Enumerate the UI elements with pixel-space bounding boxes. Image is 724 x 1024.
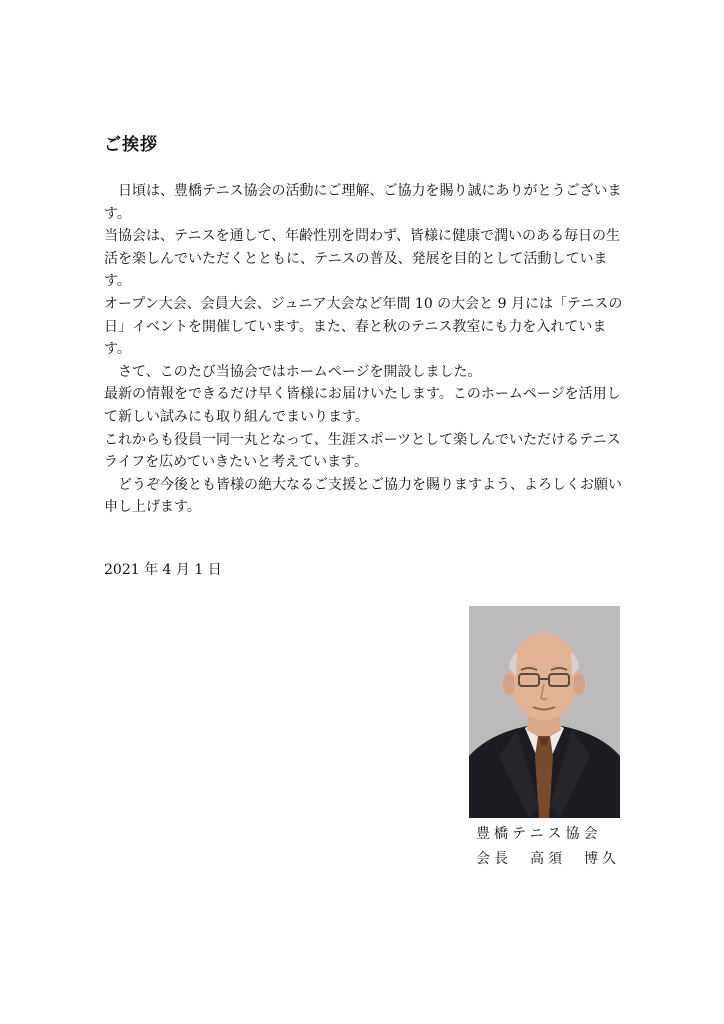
portrait-photo bbox=[469, 606, 620, 818]
paragraph: オープン大会、会員大会、ジュニア大会など年間 10 の大会と 9 月には「テニスの日」イベントを開催しています。また、春と秋のテニス教室にも力を入れています。 bbox=[104, 295, 623, 358]
paragraph: これからも役員一同一丸となって、生涯スポーツとして楽しんでいただけるテニスライフを広めていきたいと考えています。 bbox=[104, 431, 621, 471]
paragraph: 日頃は、豊橋テニス協会の活動にご理解、ご協力を賜り誠にありがとうございます。 bbox=[104, 183, 622, 222]
paragraph: 最新の情報をできるだけ早く皆様にお届けいたします。このホームページを活用して新しい試みにも取り組んでまいります。 bbox=[104, 386, 621, 425]
paragraph: 当協会は、テニスを通して、年齢性別を問わず、皆様に健康で潤いのある毎日の生活を楽しんでいただくとともに、テニスの普及、発展を目的として活動しています。 bbox=[104, 228, 621, 290]
paragraph: さて、このたび当協会ではホームページを開設しました。 bbox=[104, 363, 482, 380]
greeting-body bbox=[104, 180, 624, 519]
paragraph: どうぞ今後とも皆様の絶大なるご支援とご協力を賜りますよう、よろしくお願い申し上げます。 bbox=[104, 476, 622, 516]
signature-organization: 豊橋テニス協会 bbox=[476, 826, 602, 842]
signature-name: 会長 高須 博久 bbox=[476, 851, 620, 867]
page-title: ご挨拶 bbox=[104, 135, 158, 155]
date: 2021 年 4 月 1 日 bbox=[104, 562, 222, 578]
